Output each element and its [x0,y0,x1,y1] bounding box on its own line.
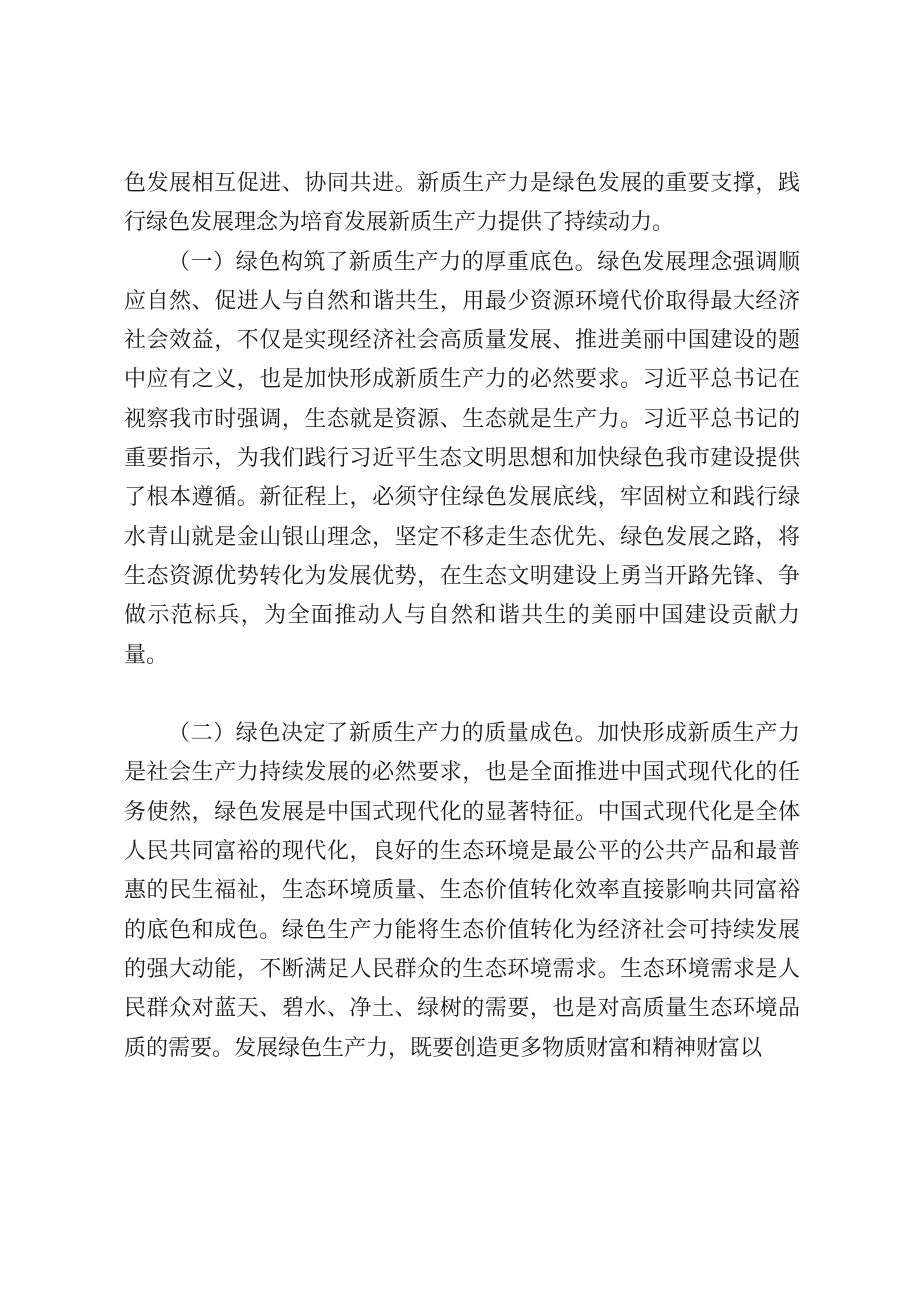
body-text-section-2 [124,714,800,1068]
body-text-continuation [124,164,800,243]
paragraph-section-1: （一）绿色构筑了新质生产力的厚重底色。绿色发展理念强调顺应自然、促进人与自然和谐共生，用最少资源环境代价取得最大经济社会效益，不仅是实现经济社会高质量发展、推进美丽中国建设的题中应有之义，也是加快形成新质生产力的必然要求。习近平总书记在视察我市时强调，生态就是资源、生态就是生产力。习近平总书记的重要指示，为我们践行习近平生态文明思想和加快绿色我市建设提供了根本遵循。新征程上，必须守住绿色发展底线，牢固树立和践行绿水青山就是金山银山理念，坚定不移走生态优先、绿色发展之路，将生态资源优势转化为发展优势，在生态文明建设上勇当开路先锋、争做示范标兵，为全面推动人与自然和谐共生的美丽中国建设贡献力量。 [124,249,800,668]
body-text-section-1 [124,243,800,675]
paragraph-continued: 色发展相互促进、协同共进。新质生产力是绿色发展的重要支撑，践行绿色发展理念为培育发展新质生产力提供了持续动力。 [124,171,800,236]
paragraph-section-2: （二）绿色决定了新质生产力的质量成色。加快形成新质生产力是社会生产力持续发展的必然要求，也是全面推进中国式现代化的任务使然，绿色发展是中国式现代化的显著特征。中国式现代化是全体人民共同富裕的现代化，良好的生态环境是最公平的公共产品和最普惠的民生福祉，生态环境质量、生态价值转化效率直接影响共同富裕的底色和成色。绿色生产力能将生态价值转化为经济社会可持续发展的强大动能，不断满足人民群众的生态环境需求。生态环境需求是人民群众对蓝天、碧水、净土、绿树的需要，也是对高质量生态环境品质的需要。发展绿色生产力，既要创造更多物质财富和精神财富以 [124,721,800,1061]
